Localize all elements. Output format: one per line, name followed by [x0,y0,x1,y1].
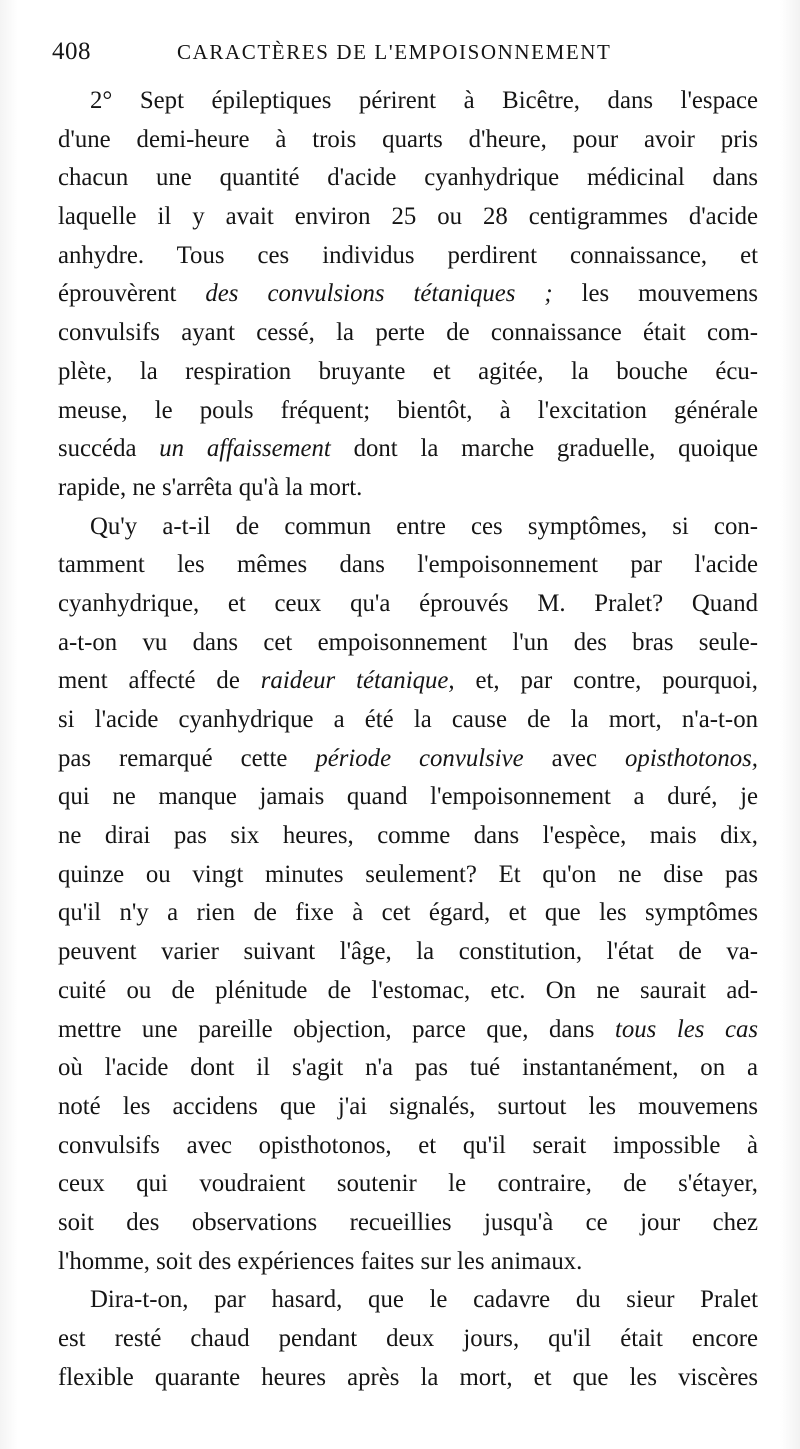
text-line [58,856,758,895]
text-segment: 2° Sept épileptiques périrent à Bicêtre, dans l'espace [90,87,758,114]
text-line [58,1049,758,1088]
italic-text: tous les cas [614,1015,758,1043]
text-segment: les mouvemens [552,280,758,308]
text-line [58,1359,758,1398]
running-head: CARACTÈRES DE L'EMPOISONNEMENT [177,40,612,64]
text-line [58,392,758,431]
text-segment: d'une demi-heure à trois quarts d'heure, pour avoir pris [58,125,758,153]
text-line [58,1204,758,1243]
text-segment: anhydre. Tous ces individus perdirent connaissance, et [58,241,758,269]
text-segment: meuse, le pouls fréquent; bientôt, à l'excitation générale [58,396,758,424]
text-segment: l'homme, soit des expériences faites sur les animaux. [58,1247,583,1275]
text-line [58,1127,758,1166]
text-segment: chacun une quantité d'acide cyanhydrique médicinal dans [58,164,758,192]
text-line [58,662,758,701]
text-line [58,159,758,198]
text-line [58,237,758,276]
text-line [58,469,758,508]
text-line [58,1281,758,1320]
text-segment: convulsifs avec opisthotonos, et qu'il serait impossible à [58,1131,758,1159]
text-line [58,933,758,972]
italic-text: opisthotonos, [625,744,758,772]
text-segment: pas remarqué cette [58,744,316,772]
text-segment: éprouvèrent [58,280,206,308]
italic-text: des convulsions tétaniques ; [205,280,553,308]
text-segment: convulsifs ayant cessé, la perte de connaissance était com- [58,319,758,347]
text-segment: avec [523,744,626,772]
text-line [58,275,758,314]
italic-text: un affaissement [159,435,331,463]
text-segment: où l'acide dont il s'agit n'a pas tué instantanément, on a [58,1054,758,1082]
text-segment: qui ne manque jamais quand l'empoisonnement a duré, je [58,783,758,811]
text-segment: succéda [58,435,160,463]
text-segment: cyanhydrique, et ceux qu'a éprouvés M. Pralet? Quand [58,589,758,617]
text-line [58,314,758,353]
text-line [58,894,758,933]
text-segment: tamment les mêmes dans l'empoisonnement par l'acide [58,551,758,579]
text-line [58,740,758,779]
text-line [58,121,758,160]
text-segment: Qu'y a-t-il de commun entre ces symptômes, si con- [90,512,758,540]
text-segment: si l'acide cyanhydrique a été la cause de la mort, n'a-t-on [58,706,758,733]
text-segment: qu'il n'y a rien de fixe à cet égard, et que les symptômes [58,899,758,927]
text-line [58,1243,758,1282]
text-segment: mettre une pareille objection, parce que, dans [58,1015,615,1043]
text-line [58,1088,758,1127]
text-line [58,585,758,624]
text-line [58,624,758,663]
text-segment: rapide, ne s'arrêta qu'à la mort. [58,473,363,501]
text-line [58,701,758,740]
text-line [58,353,758,392]
text-segment: laquelle il y avait environ 25 ou 28 centigrammes d'acide [58,203,758,231]
body-text [58,82,758,1397]
text-segment: noté les accidens que j'ai signalés, surtout les mouvemens [58,1092,758,1120]
text-segment: peuvent varier suivant l'âge, la constitution, l'état de va- [58,938,758,966]
text-segment: quinze ou vingt minutes seulement? Et qu'on ne dise pas [58,860,758,888]
text-segment: plète, la respiration bruyante et agitée, la bouche écu- [58,357,758,385]
text-segment: ceux qui voudraient soutenir le contraire, de s'étayer, [58,1170,758,1198]
text-segment: Dira-t-on, par hasard, que le cadavre du sieur Pralet [90,1286,758,1314]
text-line [58,1320,758,1359]
text-segment: ment affecté de [58,667,261,695]
page-header [52,38,752,72]
italic-text: période convulsive [315,744,524,772]
text-line [58,430,758,469]
text-line [58,508,758,547]
italic-text: raideur tétanique, [260,667,455,695]
text-segment: cuité ou de plénitude de l'estomac, etc. On ne saurait ad- [58,976,758,1004]
text-line [58,198,758,237]
text-segment: ne dirai pas six heures, comme dans l'espèce, mais dix, [58,822,758,850]
text-segment: est resté chaud pendant deux jours, qu'il était encore [58,1325,758,1352]
text-line [58,972,758,1011]
text-segment: soit des observations recueillies jusqu'à ce jour chez [58,1208,758,1236]
text-segment: a-t-on vu dans cet empoisonnement l'un des bras seule- [58,628,758,656]
text-segment: et, par contre, pourquoi, [454,667,758,695]
text-line [58,546,758,585]
text-line [58,817,758,856]
text-line [58,1165,758,1204]
page-number: 408 [52,38,91,65]
text-segment: flexible quarante heures après la mort, et que les viscères [58,1363,758,1391]
text-line [58,778,758,817]
text-line [58,82,758,121]
text-segment: dont la marche graduelle, quoique [330,435,758,463]
text-line [58,1011,758,1050]
